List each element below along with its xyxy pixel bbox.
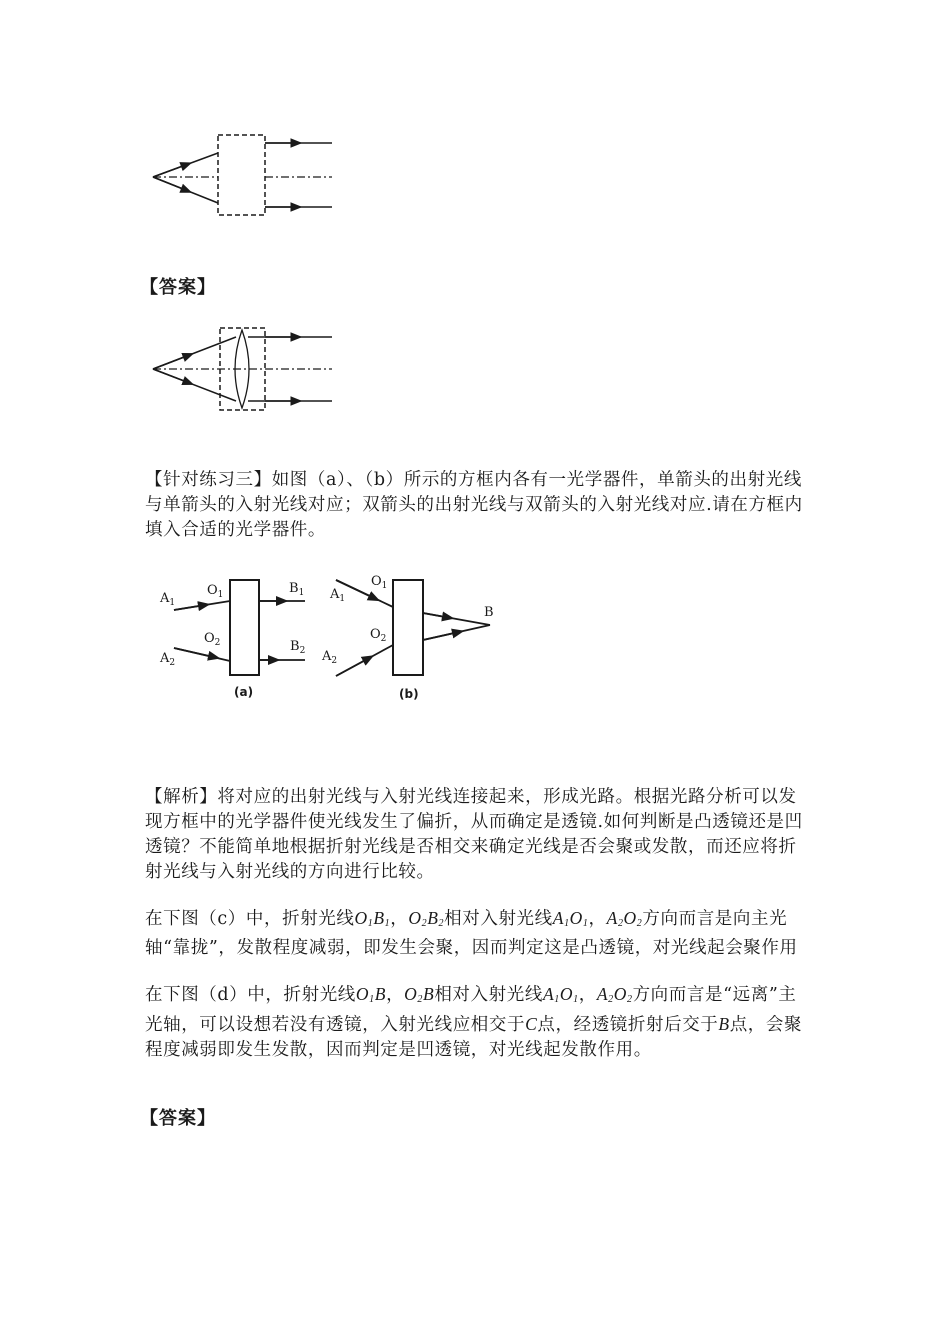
exercise-text (145, 468, 810, 543)
math-A1O1: $A_1O_1$ (552, 908, 589, 929)
label-a-O2: $O_2$ (204, 631, 221, 648)
analysis-text (145, 785, 810, 885)
label-a-A2: $A_2$ (160, 651, 176, 668)
paragraph-d-text: 在下图（d）中，折射光线$O_1B$，$O_2B$相对入射光线$A_1O_1$，$A_2O_2$方向而言是“远离”主光轴，可以设想若没有透镜，入射光线应相交于C点，经透镜折射后交于B点，会聚程度减弱即发生发散，因而判定是凹透镜，对光线起发散作用。 (145, 984, 803, 1060)
paragraph-c (145, 906, 810, 961)
exercise-paragraph: 【针对练习三】如图（a）、（b）所示的方框内各有一光学器件，单箭头的出射光线与单箭头的入射光线对应；双箭头的出射光线与双箭头的入射光线对应.请在方框内填入合适的光学器件。 (145, 470, 803, 540)
diagram-b (321, 574, 494, 701)
math-O1B: $O_1B$ (355, 984, 387, 1005)
math-C: C (525, 1014, 538, 1034)
math-O1B1: $O_1B_1$ (354, 908, 391, 929)
label-a-B2: $B_2$ (290, 639, 306, 656)
label-a-A1: $A_1$ (160, 591, 176, 608)
label-a-B1: $B_1$ (289, 581, 305, 598)
analysis-paragraph: 【解析】将对应的出射光线与入射光线连接起来，形成光路。根据光路分析可以发现方框中的光学器件使光线发生了偏折，从而确定是透镜.如何判断是凸透镜还是凹透镜？不能简单地根据折射光线是否相交来确定光线是否会聚或发散，而还应将折射光线与入射光线的方向进行比较。 (145, 787, 803, 882)
figure-dashed-box-question (140, 125, 350, 225)
answer-heading: 【答案】 (140, 277, 216, 298)
caption-a: (a) (234, 685, 254, 699)
paragraph-c-text: 在下图（c）中，折射光线$O_1B_1$，$O_2B_2$相对入射光线$A_1O_1$，$A_2O_2$方向而言是向主光轴“靠拢”，发散程度减弱，即发生会聚，因而判定这是凸透镜，对光线起会聚作用 (145, 908, 798, 958)
label-b-O1: $O_1$ (371, 574, 388, 591)
figure-convex-lens-answer (140, 322, 350, 422)
caption-b: (b) (399, 687, 419, 701)
answer-heading-2: 【答案】 (140, 1108, 216, 1129)
label-a-O1: $O_1$ (207, 583, 224, 600)
math-A2O2: $A_2O_2$ (606, 908, 643, 929)
math-B: B (718, 1014, 730, 1034)
label-b-B: B (484, 605, 494, 620)
diagram-a (159, 580, 305, 699)
math-O2B: $O_2B$ (404, 984, 435, 1005)
math-A1O1-d: $A_1O_1$ (542, 984, 579, 1005)
math-O2B2: $O_2B_2$ (408, 908, 445, 929)
figure-a-b (150, 570, 510, 710)
label-b-A1: $A_1$ (330, 587, 346, 604)
paragraph-d (145, 982, 810, 1063)
label-b-A2: $A_2$ (322, 649, 338, 666)
math-A2O2-d: $A_2O_2$ (596, 984, 633, 1005)
label-b-O2: $O_2$ (370, 627, 387, 644)
